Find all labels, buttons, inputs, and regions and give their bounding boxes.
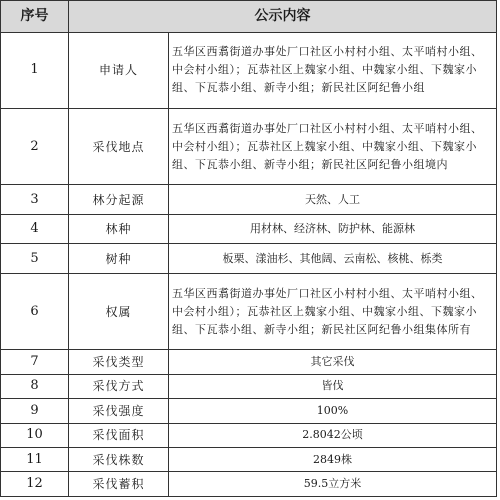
row-content: 100% [169, 399, 497, 423]
row-number: 12 [1, 472, 69, 497]
table-row [1, 472, 497, 497]
row-number: 7 [1, 350, 69, 374]
row-number: 9 [1, 399, 69, 423]
table-row [1, 374, 497, 398]
row-number: 8 [1, 374, 69, 398]
table-row [1, 185, 497, 215]
table-row [1, 108, 497, 184]
row-field: 采伐面积 [69, 423, 169, 447]
row-field: 采伐类型 [69, 350, 169, 374]
table-row [1, 32, 497, 108]
row-content: 天然、人工 [169, 185, 497, 215]
row-content: 用材林、经济林、防护林、能源林 [169, 214, 497, 244]
row-content: 2849株 [169, 448, 497, 472]
table-row [1, 273, 497, 349]
row-number: 10 [1, 423, 69, 447]
table-row [1, 350, 497, 374]
row-field: 林分起源 [69, 185, 169, 215]
row-content: 板栗、漾油杉、其他阔、云南松、核桃、栎类 [169, 244, 497, 274]
row-field: 采伐株数 [69, 448, 169, 472]
row-content: 五华区西翥街道办事处厂口社区小村村小组、太平哨村小组、中会村小组）；瓦恭社区上魏家小组、中魏家小组、下魏家小组、下瓦恭小组、新寺小组；新民社区阿纪鲁小组 [169, 32, 497, 108]
row-number: 2 [1, 108, 69, 184]
row-field: 林种 [69, 214, 169, 244]
row-field: 申请人 [69, 32, 169, 108]
row-field: 采伐强度 [69, 399, 169, 423]
header-row [1, 1, 497, 33]
row-field: 采伐蓄积 [69, 472, 169, 497]
header-content: 公示内容 [69, 1, 497, 33]
row-field: 采伐地点 [69, 108, 169, 184]
row-field: 树种 [69, 244, 169, 274]
row-field: 采伐方式 [69, 374, 169, 398]
row-field: 权属 [69, 273, 169, 349]
row-content: 59.5立方米 [169, 472, 497, 497]
row-number: 4 [1, 214, 69, 244]
row-number: 11 [1, 448, 69, 472]
table-row [1, 423, 497, 447]
row-number: 1 [1, 32, 69, 108]
row-number: 6 [1, 273, 69, 349]
header-number: 序号 [1, 1, 69, 33]
row-content: 2.8042公顷 [169, 423, 497, 447]
row-content: 五华区西翥街道办事处厂口社区小村村小组、太平哨村小组、中会村小组）；瓦恭社区上魏家小组、中魏家小组、下魏家小组、下瓦恭小组、新寺小组；新民社区阿纪鲁小组境内 [169, 108, 497, 184]
table-row [1, 399, 497, 423]
table-row [1, 214, 497, 244]
row-content: 皆伐 [169, 374, 497, 398]
row-number: 3 [1, 185, 69, 215]
row-content: 其它采伐 [169, 350, 497, 374]
row-number: 5 [1, 244, 69, 274]
table-row [1, 244, 497, 274]
row-content: 五华区西翥街道办事处厂口社区小村村小组、太平哨村小组、中会村小组）；瓦恭社区上魏家小组、中魏家小组、下魏家小组、下瓦恭小组、新寺小组；新民社区阿纪鲁小组集体所有 [169, 273, 497, 349]
table-row [1, 448, 497, 472]
